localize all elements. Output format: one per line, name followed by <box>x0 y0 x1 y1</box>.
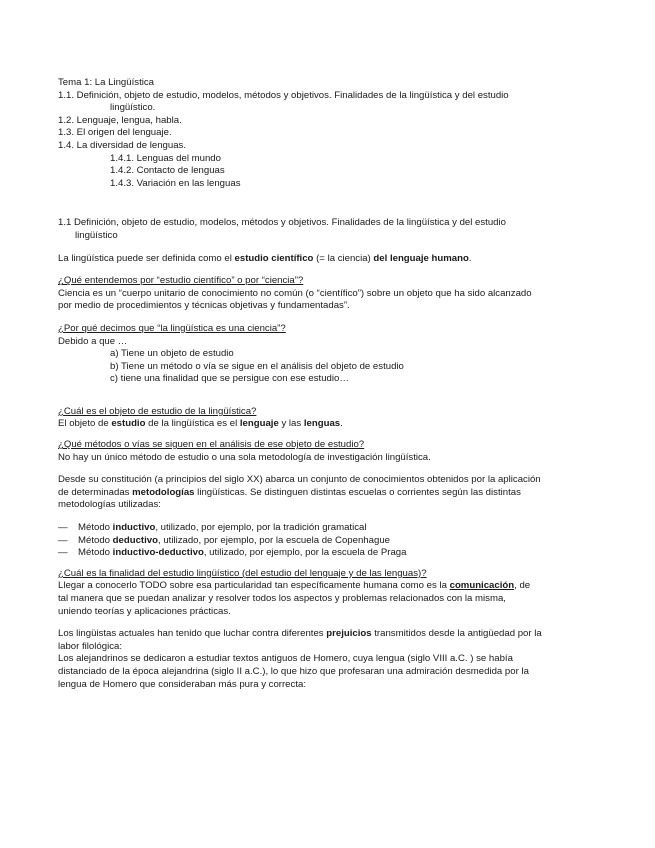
reason-a: a) Tiene un objeto de estudio <box>110 348 234 360</box>
answer-objeto: El objeto de estudio de la lingüística es el lenguaje y las lenguas. <box>58 418 343 430</box>
definition-paragraph: La lingüística puede ser definida como el estudio científico (= la ciencia) del lenguaje humano. <box>58 252 472 264</box>
metodo-inductivo: — Método inductivo, utilizado, por ejemplo, por la tradición gramatical <box>58 522 367 534</box>
finalidad-line2: tal manera que se puedan analizar y resolver todos los aspectos y problemas relacionados con la misma, <box>58 593 506 604</box>
question-objeto: ¿Cuál es el objeto de estudio de la lingüística? <box>58 405 257 417</box>
prejuicios-line4: distanciado de la época alejandrina (siglo II a.C.), lo que hizo que profesaran una admiración desmedida por la <box>58 665 529 677</box>
finalidad-line1: Llegar a conocerlo TODO sobre esa particularidad tan específicamente humana como es la comunicación, de <box>58 580 531 592</box>
toc-item-1-1-cont: lingüístico. <box>110 102 156 114</box>
toc-item-1-1: 1.1. Definición, objeto de estudio, modelos, métodos y objetivos. Finalidades de la lingüística y del estudio <box>58 89 509 101</box>
prejuicios-line3: Los alejandrinos se dedicaron a estudiar textos antiguos de Homero, cuya lengua (siglo VIII a.C. ) se había <box>58 653 513 665</box>
metodologias-line3: metodologías utilizadas: <box>58 499 161 511</box>
metodologias-line2: de determinadas metodologías lingüísticas. Se distinguen distintas escuelas o corrientes según las distintas <box>58 486 521 498</box>
question-ciencia: ¿Qué entendemos por “estudio científico” o por “ciencia”? <box>58 275 304 287</box>
toc-sub-1-4-2: 1.4.2. Contacto de lenguas <box>110 165 225 177</box>
answer-ciencia-line1: Ciencia es un “cuerpo unitario de conocimiento no común (o “científico”) sobre un objeto que ha sido alcanzado <box>58 287 532 299</box>
toc-sub-1-4-3: 1.4.3. Variación en las lenguas <box>110 177 241 189</box>
toc-sub-1-4-1: 1.4.1. Lenguas del mundo <box>110 152 221 164</box>
section-heading-cont: lingüístico <box>75 229 118 241</box>
prejuicios-line1: Los lingüistas actuales han tenido que luchar contra diferentes prejuicios transmitidos desde la antigüedad por la <box>58 628 542 640</box>
metodo-deductivo: — Método deductivo, utilizado, por ejemplo, por la escuela de Copenhague <box>58 534 390 546</box>
toc-item-1-2: 1.2. Lenguaje, lengua, habla. <box>58 114 182 126</box>
question-metodos: ¿Qué métodos o vías se siguen en el análisis de ese objeto de estudio? <box>58 439 365 451</box>
toc-title: Tema 1: La Lingüística <box>58 77 154 88</box>
section-heading: 1.1 Definición, objeto de estudio, modelos, métodos y objetivos. Finalidades de la lingüística y del estudio <box>58 217 506 229</box>
answer-intro: Debido a que … <box>58 335 128 347</box>
prejuicios-line2: labor filológica: <box>58 640 122 652</box>
metodo-inductivo-deductivo: — Método inductivo-deductivo, utilizado, por ejemplo, por la escuela de Praga <box>58 547 407 559</box>
question-finalidad: ¿Cuál es la finalidad del estudio lingüístico (del estudio del lenguaje y de las lenguas)? <box>58 567 427 579</box>
question-por-que-ciencia: ¿Por qué decimos que “la lingüística es una ciencia”? <box>58 322 286 334</box>
prejuicios-line5: lengua de Homero que consideraban más pura y correcta: <box>58 678 306 690</box>
toc-item-1-3: 1.3. El origen del lenguaje. <box>58 127 172 139</box>
answer-ciencia-line2: por medio de procedimientos y técnicas objetivas y fundamentadas”. <box>58 300 350 312</box>
reason-c: c) tiene una finalidad que se persigue con ese estudio… <box>110 373 349 385</box>
metodologias-line1: Desde su constitución (a principios del siglo XX) abarca un conjunto de conocimientos obtenidos por la aplicación <box>58 474 541 486</box>
finalidad-line3: uniendo teorías y aplicaciones prácticas. <box>58 605 231 617</box>
toc-item-1-4: 1.4. La diversidad de lenguas. <box>58 139 187 151</box>
document-page <box>58 77 598 691</box>
answer-metodos: No hay un único método de estudio o una sola metodología de investigación lingüística. <box>58 451 431 463</box>
reason-b: b) Tiene un método o vía se sigue en el análisis del objeto de estudio <box>110 360 404 372</box>
